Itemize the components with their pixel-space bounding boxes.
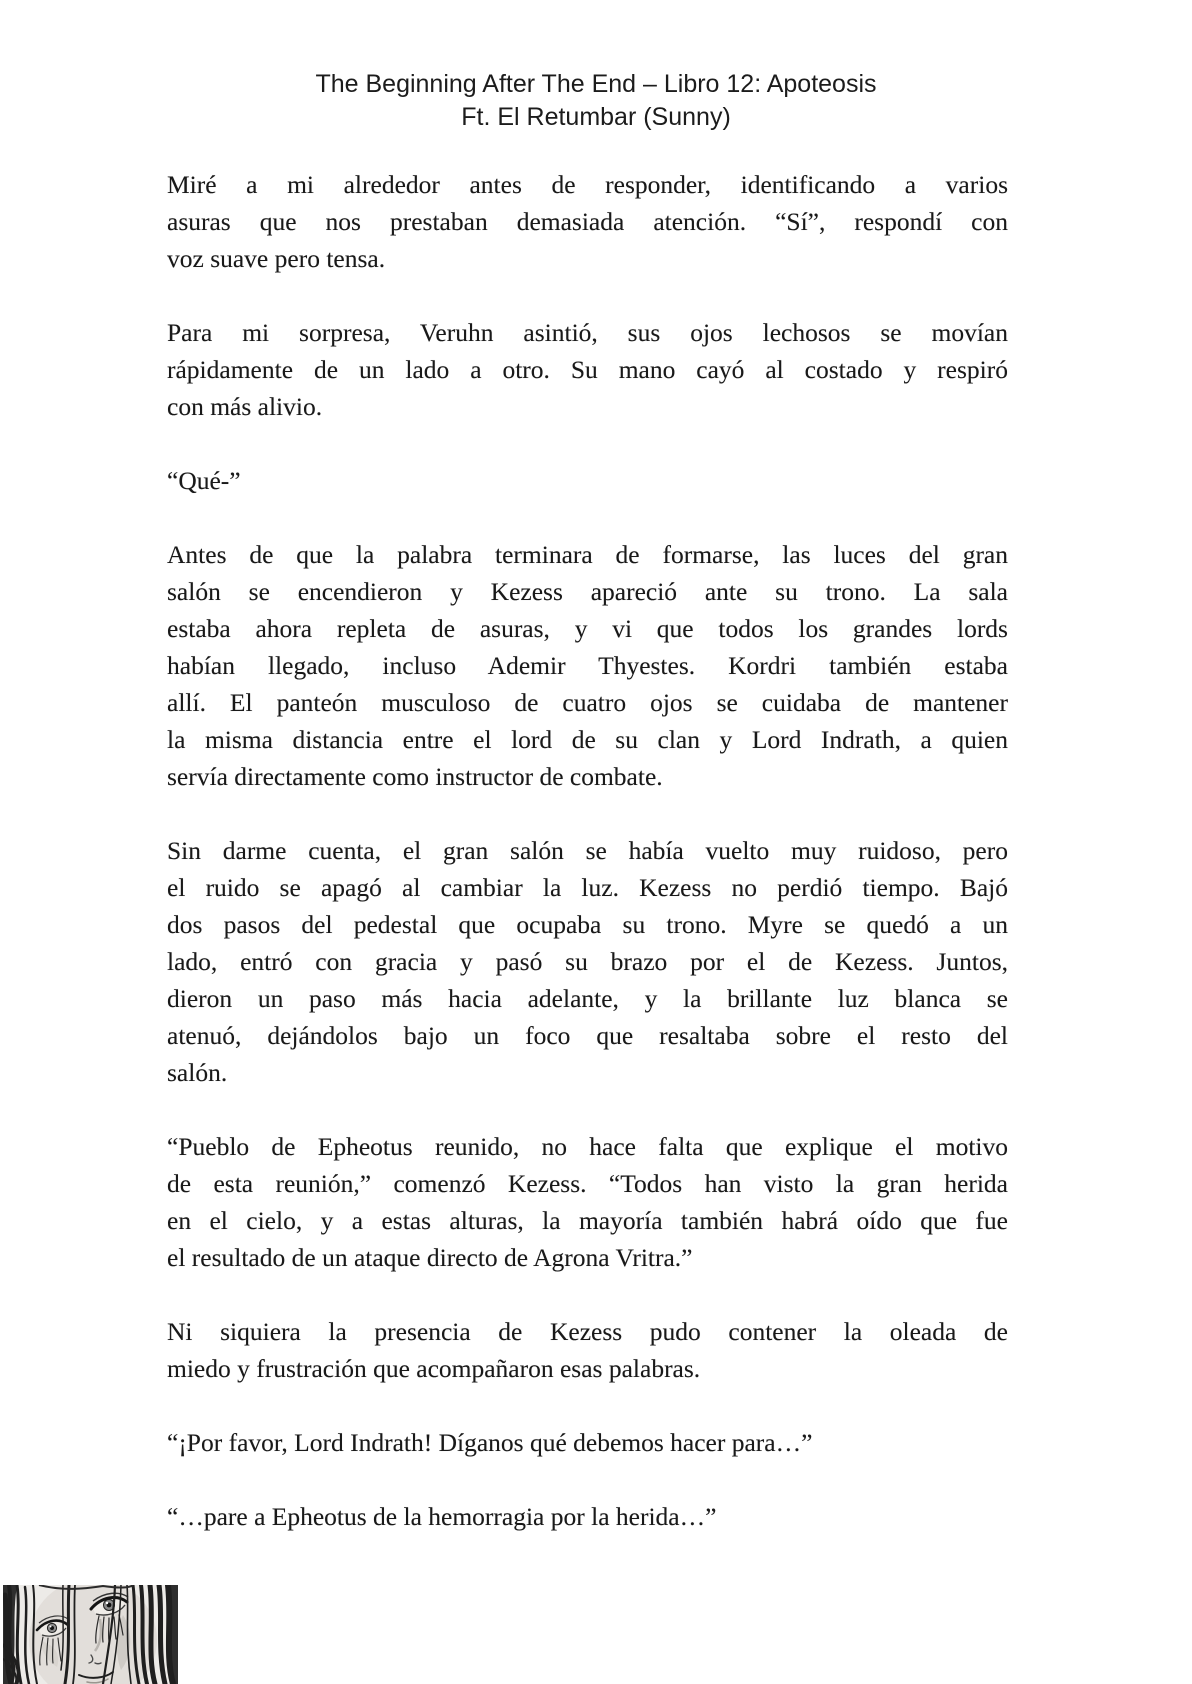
paragraph: [167, 1313, 1008, 1387]
text-line: con más alivio.: [167, 392, 323, 421]
text-line: el ruido se apagó al cambiar la luz. Kezess no perdió tiempo. Bajó: [167, 873, 1008, 902]
paragraph: [167, 462, 1008, 499]
text-line: miedo y frustración que acompañaron esas palabras.: [167, 1354, 701, 1383]
text-line: Sin darme cuenta, el gran salón se había vuelto muy ruidoso, pero: [167, 836, 1008, 865]
paragraph: [167, 536, 1008, 795]
text-line: estaba ahora repleta de asuras, y vi que todos los grandes lords: [167, 614, 1008, 643]
paragraph: [167, 1498, 1008, 1535]
title-line-1: The Beginning After The End – Libro 12: Apoteosis: [315, 70, 877, 98]
text-line: “…pare a Epheotus de la hemorragia por la herida…”: [167, 1502, 717, 1531]
body-text: [167, 166, 1008, 1572]
paragraph: [167, 1128, 1008, 1276]
text-line: voz suave pero tensa.: [167, 244, 386, 273]
text-line: servía directamente como instructor de combate.: [167, 762, 663, 791]
text-line: lado, entró con gracia y pasó su brazo por el de Kezess. Juntos,: [167, 947, 1008, 976]
text-line: “¡Por favor, Lord Indrath! Díganos qué debemos hacer para…”: [167, 1428, 813, 1457]
paragraph: [167, 832, 1008, 1091]
manga-face-image: [3, 1585, 178, 1684]
text-line: el resultado de un ataque directo de Agrona Vritra.”: [167, 1243, 693, 1272]
text-line: salón se encendieron y Kezess apareció ante su trono. La sala: [167, 577, 1008, 606]
text-line: Antes de que la palabra terminara de formarse, las luces del gran: [167, 540, 1008, 569]
text-line: Para mi sorpresa, Veruhn asintió, sus ojos lechosos se movían: [167, 318, 1008, 347]
text-line: en el cielo, y a estas alturas, la mayoría también habrá oído que fue: [167, 1206, 1008, 1235]
text-line: “Qué-”: [167, 466, 241, 495]
paragraph: [167, 166, 1008, 277]
text-line: dieron un paso más hacia adelante, y la brillante luz blanca se: [167, 984, 1008, 1013]
text-line: allí. El panteón musculoso de cuatro ojos se cuidaba de mantener: [167, 688, 1008, 717]
manga-face-drawing: [3, 1585, 178, 1684]
document-title: [0, 68, 1192, 134]
text-line: rápidamente de un lado a otro. Su mano cayó al costado y respiró: [167, 355, 1008, 384]
title-line-2: Ft. El Retumbar (Sunny): [461, 103, 731, 131]
text-line: habían llegado, incluso Ademir Thyestes. Kordri también estaba: [167, 651, 1008, 680]
text-line: la misma distancia entre el lord de su clan y Lord Indrath, a quien: [167, 725, 1008, 754]
text-line: atenuó, dejándolos bajo un foco que resaltaba sobre el resto del: [167, 1021, 1008, 1050]
text-line: Miré a mi alrededor antes de responder, identificando a varios: [167, 170, 1008, 199]
text-line: “Pueblo de Epheotus reunido, no hace falta que explique el motivo: [167, 1132, 1008, 1161]
text-line: dos pasos del pedestal que ocupaba su trono. Myre se quedó a un: [167, 910, 1008, 939]
paragraph: [167, 1424, 1008, 1461]
paragraph: [167, 314, 1008, 425]
text-line: salón.: [167, 1058, 228, 1087]
text-line: Ni siquiera la presencia de Kezess pudo contener la oleada de: [167, 1317, 1008, 1346]
text-line: de esta reunión,” comenzó Kezess. “Todos han visto la gran herida: [167, 1169, 1008, 1198]
text-line: asuras que nos prestaban demasiada atención. “Sí”, respondí con: [167, 207, 1008, 236]
